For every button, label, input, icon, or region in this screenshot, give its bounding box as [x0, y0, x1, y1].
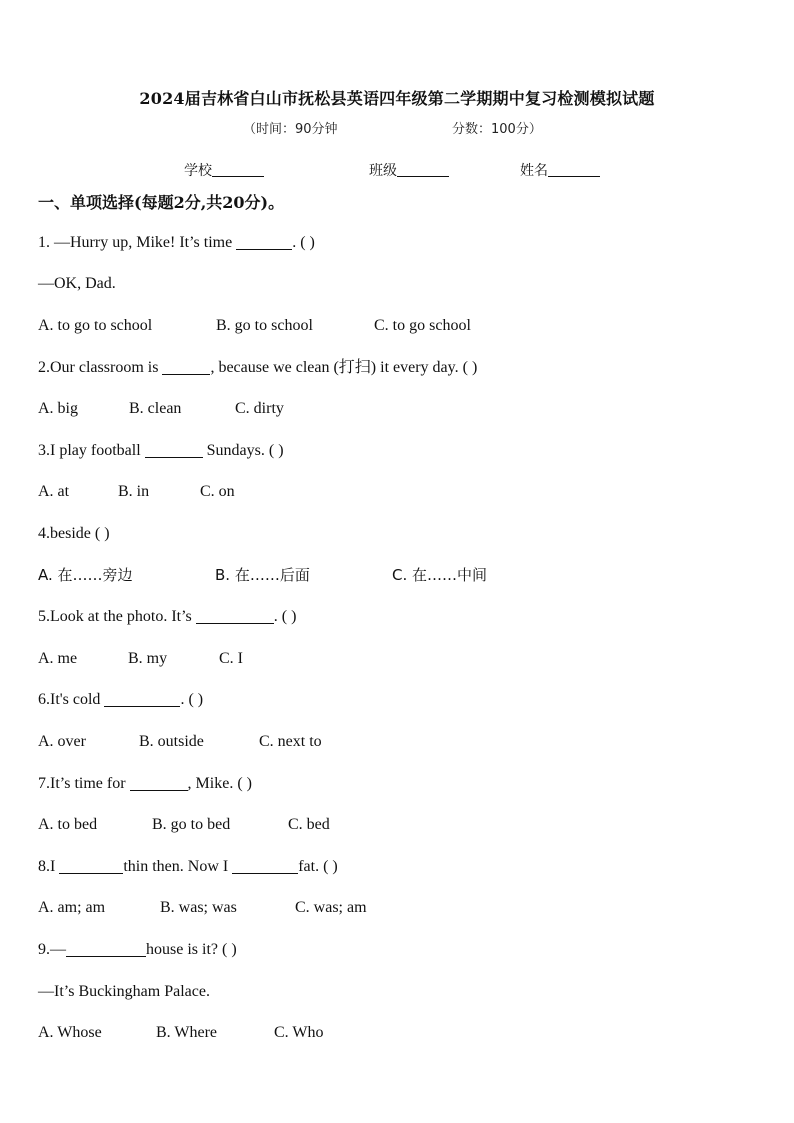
name-field	[520, 160, 600, 180]
question-3: 3.I play football Sundays. ( )	[38, 442, 284, 459]
question-8-options	[38, 898, 367, 918]
option-b: B. Where	[156, 1024, 218, 1041]
question-7-options	[38, 815, 330, 835]
question-2-options	[38, 399, 284, 419]
option-a: A. me	[38, 650, 78, 667]
option-c: C. bed	[288, 816, 330, 833]
question-4: 4.beside ( )	[38, 525, 110, 542]
question-2: 2.Our classroom is , because we clean (打扫) it every day. ( )	[38, 359, 478, 376]
option-a: A. Whose	[38, 1024, 102, 1041]
answer-blank	[130, 774, 188, 791]
option-c: C. was; am	[295, 899, 367, 916]
option-a: A. to go to school	[38, 317, 153, 334]
answer-blank	[59, 857, 123, 874]
option-b: B. was; was	[160, 899, 237, 916]
option-a: A. to bed	[38, 816, 98, 833]
option-b: B. my	[128, 650, 168, 667]
question-1-dialog: —OK, Dad.	[38, 275, 116, 292]
exam-score: 分数：100分）	[452, 122, 542, 137]
name-label: 姓名	[520, 163, 548, 179]
option-c: C. I	[219, 650, 243, 667]
option-a: A. over	[38, 733, 86, 750]
school-blank	[212, 162, 264, 177]
question-1-options	[38, 316, 471, 336]
question-4-options	[38, 565, 487, 585]
option-a: A. at	[38, 483, 70, 500]
option-c: C. dirty	[235, 400, 284, 417]
option-a: A. 在……旁边	[38, 566, 133, 584]
answer-blank	[162, 358, 210, 375]
option-a: A. am; am	[38, 899, 106, 916]
question-1: 1. —Hurry up, Mike! It’s time . ( )	[38, 234, 315, 251]
option-b: B. 在……后面	[215, 566, 310, 584]
answer-blank	[232, 857, 298, 874]
question-5: 5.Look at the photo. It’s . ( )	[38, 608, 297, 625]
school-field	[184, 160, 264, 180]
option-b: B. clean	[129, 400, 182, 417]
school-label: 学校	[184, 163, 212, 179]
answer-blank	[236, 233, 292, 250]
question-6: 6.It's cold . ( )	[38, 691, 204, 708]
section-heading: 一、单项选择(每题2分,共20分)。	[38, 193, 285, 212]
class-label: 班级	[369, 163, 397, 179]
option-c: C. 在……中间	[392, 566, 488, 584]
question-9: 9.— house is it? ( )	[38, 941, 237, 958]
class-blank	[397, 162, 449, 177]
question-6-options	[38, 732, 322, 752]
option-c: C. to go school	[374, 317, 471, 334]
answer-blank	[66, 940, 146, 957]
option-b: B. go to school	[216, 317, 313, 334]
option-c: C. Who	[274, 1024, 324, 1041]
answer-blank	[104, 690, 180, 707]
option-b: B. outside	[139, 733, 204, 750]
question-9-options	[38, 1023, 323, 1043]
option-b: B. in	[118, 483, 150, 500]
question-9-dialog: —It’s Buckingham Palace.	[38, 983, 210, 1000]
option-a: A. big	[38, 400, 78, 417]
page-title: 2024届吉林省白山市抚松县英语四年级第二学期期中复习检测模拟试题	[139, 89, 655, 108]
class-field	[369, 160, 449, 180]
option-c: C. next to	[259, 733, 322, 750]
question-5-options	[38, 649, 243, 669]
question-8: 8.I thin then. Now I fat. ( )	[38, 858, 338, 875]
option-b: B. go to bed	[152, 816, 231, 833]
answer-blank	[196, 607, 274, 624]
question-7: 7.It’s time for , Mike. ( )	[38, 775, 252, 792]
answer-blank	[145, 441, 203, 458]
question-3-options	[38, 482, 235, 502]
option-c: C. on	[200, 483, 235, 500]
exam-time: （时间：90分钟	[243, 122, 338, 137]
name-blank	[548, 162, 600, 177]
